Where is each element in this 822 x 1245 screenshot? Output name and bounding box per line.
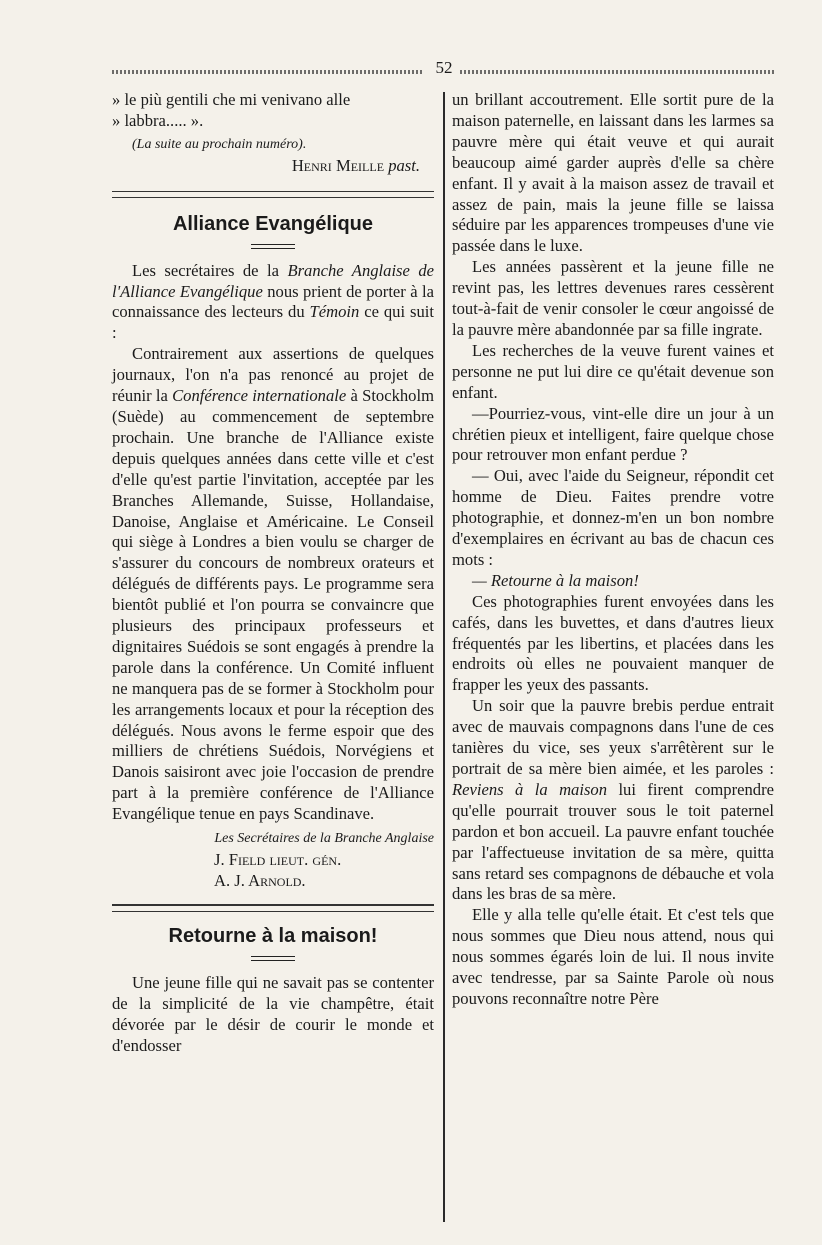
signed-by: Les Secrétaires de la Branche Anglaise xyxy=(214,831,434,847)
page-header xyxy=(112,58,774,80)
right-column xyxy=(452,90,774,1010)
article-paragraph xyxy=(452,696,774,905)
text-run: lui firent comprendre qu'elle pourrait trouver sous le toit paternel pardon et bon accueil. La pauvre enfant touchée par l'affectueuse invitation de sa mère, quitta sans retard ses compagnons de débauche et vola dans les bras de sa mère. xyxy=(452,779,774,904)
section-separator xyxy=(112,191,434,198)
continued-note: (La suite au prochain numéro). xyxy=(132,136,307,152)
signature xyxy=(112,156,434,177)
signer: A. J. Arnold. xyxy=(214,870,306,890)
left-column xyxy=(112,90,434,1056)
section-separator xyxy=(112,904,434,912)
article-title: Alliance Evangélique xyxy=(172,212,374,235)
page-number: 52 xyxy=(435,58,453,77)
text-run: Contrairement aux assertions de quelques journaux, l'on n'a pas renoncé au projet de réunir la xyxy=(112,344,434,406)
article-title: Retourne à la maison! xyxy=(168,924,378,947)
signer: J. Field lieut. gén. xyxy=(214,850,342,869)
text-run-italic: Conférence internationale xyxy=(172,386,347,406)
text-run: Les secrétaires de la xyxy=(132,260,288,280)
article-paragraph: Une jeune fille qui ne savait pas se contenter de la simplicité de la vie champêtre, était dévorée par le désir de courir le monde et d'endosser xyxy=(112,972,434,1055)
title-dash xyxy=(251,244,295,249)
article-paragraph: — Retourne à la maison! xyxy=(472,570,639,590)
signature-name: Henri Meille xyxy=(291,155,385,175)
article-paragraph: Elle y alla telle qu'elle était. Et c'est tels que nous sommes que Dieu nous attend, nous qui nous sommes égarés loin de lui. Il nous invite avec tendresse, par sa Sainte Parole où nous pouvons reconnaître notre Père xyxy=(452,905,774,1008)
header-rule-left xyxy=(112,70,424,74)
signature-title: past. xyxy=(388,155,420,175)
article-paragraph xyxy=(112,344,434,825)
text-run: ce qui suit : xyxy=(112,302,434,343)
title-dash xyxy=(251,956,295,961)
text-run-italic: Branche Anglaise de l'Alliance Evangélique xyxy=(112,260,434,301)
poem-line: » labbra..... ». xyxy=(112,110,204,130)
text-run: à Stockholm (Suède) au commencement de septembre prochain. Une branche de l'Alliance existe depuis quelques années dans cette ville et c'est d'elle qu'est partie l'invitation, acceptée par les Branches Allemande, Suisse, Hollandaise, Danoise, Anglaise et Américaine. Le Conseil qui siège à Londres a bien voulu se charger de s'assurer du concours de nombreux orateurs et délégués de différents pays. Le programme sera bientôt publié et l'on pourra se convaincre que plusieurs des principaux professeurs et dignitaires Suédois se sont engagés à prendre la parole dans la conférence. Un Comité influent ne manquera pas de se former à Stockholm pour les arrangements locaux et pour la réception des délégués. Nous avons le ferme espoir que des milliers de chrétiens Suédois, Norvégiens et Danois saisiront avec joie l'occasion de prendre part à la première conférence de l'Alliance Evangélique tenue en pays Scandinave. xyxy=(112,386,434,824)
article-paragraph: —Pourriez-vous, vint-elle dire un jour à un chrétien pieux et intelligent, faire quelque chose pour retrouver mon enfant perdue ? xyxy=(452,403,774,465)
text-run: Un soir que la pauvre brebis perdue entrait avec de mauvais compagnons dans l'une de ces tanières du vice, ses yeux s'arrêtèrent sur le portrait de sa mère bien aimée, et les paroles : xyxy=(452,696,774,778)
text-run: nous prient de porter à la connaissance des lecteurs du xyxy=(112,281,434,322)
poem-line: » le più gentili che mi venivano alle xyxy=(112,90,351,109)
article-paragraph: un brillant accoutrement. Elle sortit pure de la maison paternelle, en laissant dans les larmes sa pauvre mère qui était veuve et qui aurait beaucoup aimé garder auprès d'elle sa chère enfant. Il y avait à la maison assez de travail et assez de pain, mais la jeune fille se laissa séduire par les apparences trompeuses d'une vie passée dans le luxe. xyxy=(452,90,774,256)
article-paragraph xyxy=(112,261,434,345)
article-paragraph: Les années passèrent et la jeune fille ne revint pas, les lettres devenues rares cessèrent tout-à-fait de venir consoler le cœur angoissé de la pauvre mère abandonnée par sa fille ingrate. xyxy=(452,257,774,339)
column-divider xyxy=(443,92,445,1222)
text-run-italic: Témoin xyxy=(309,302,360,322)
text-run-italic: Reviens à la maison xyxy=(452,779,608,799)
header-rule-right xyxy=(460,70,774,74)
article-paragraph: Ces photographies furent envoyées dans les cafés, dans les buvettes, et dans d'autres lieux fréquentés par les libertins, et placées dans les endroits où elles ne pouvaient manquer de frapper les yeux des passants. xyxy=(452,591,774,695)
article-paragraph: — Oui, avec l'aide du Seigneur, répondit cet homme de Dieu. Faites prendre votre photographie, et donnez-m'en un bon nombre d'exemplaires en écrivant au bas de chacun ces mots : xyxy=(452,466,774,569)
article-paragraph: Les recherches de la veuve furent vaines et personne ne put lui dire ce qu'était devenue son enfant. xyxy=(452,340,774,402)
